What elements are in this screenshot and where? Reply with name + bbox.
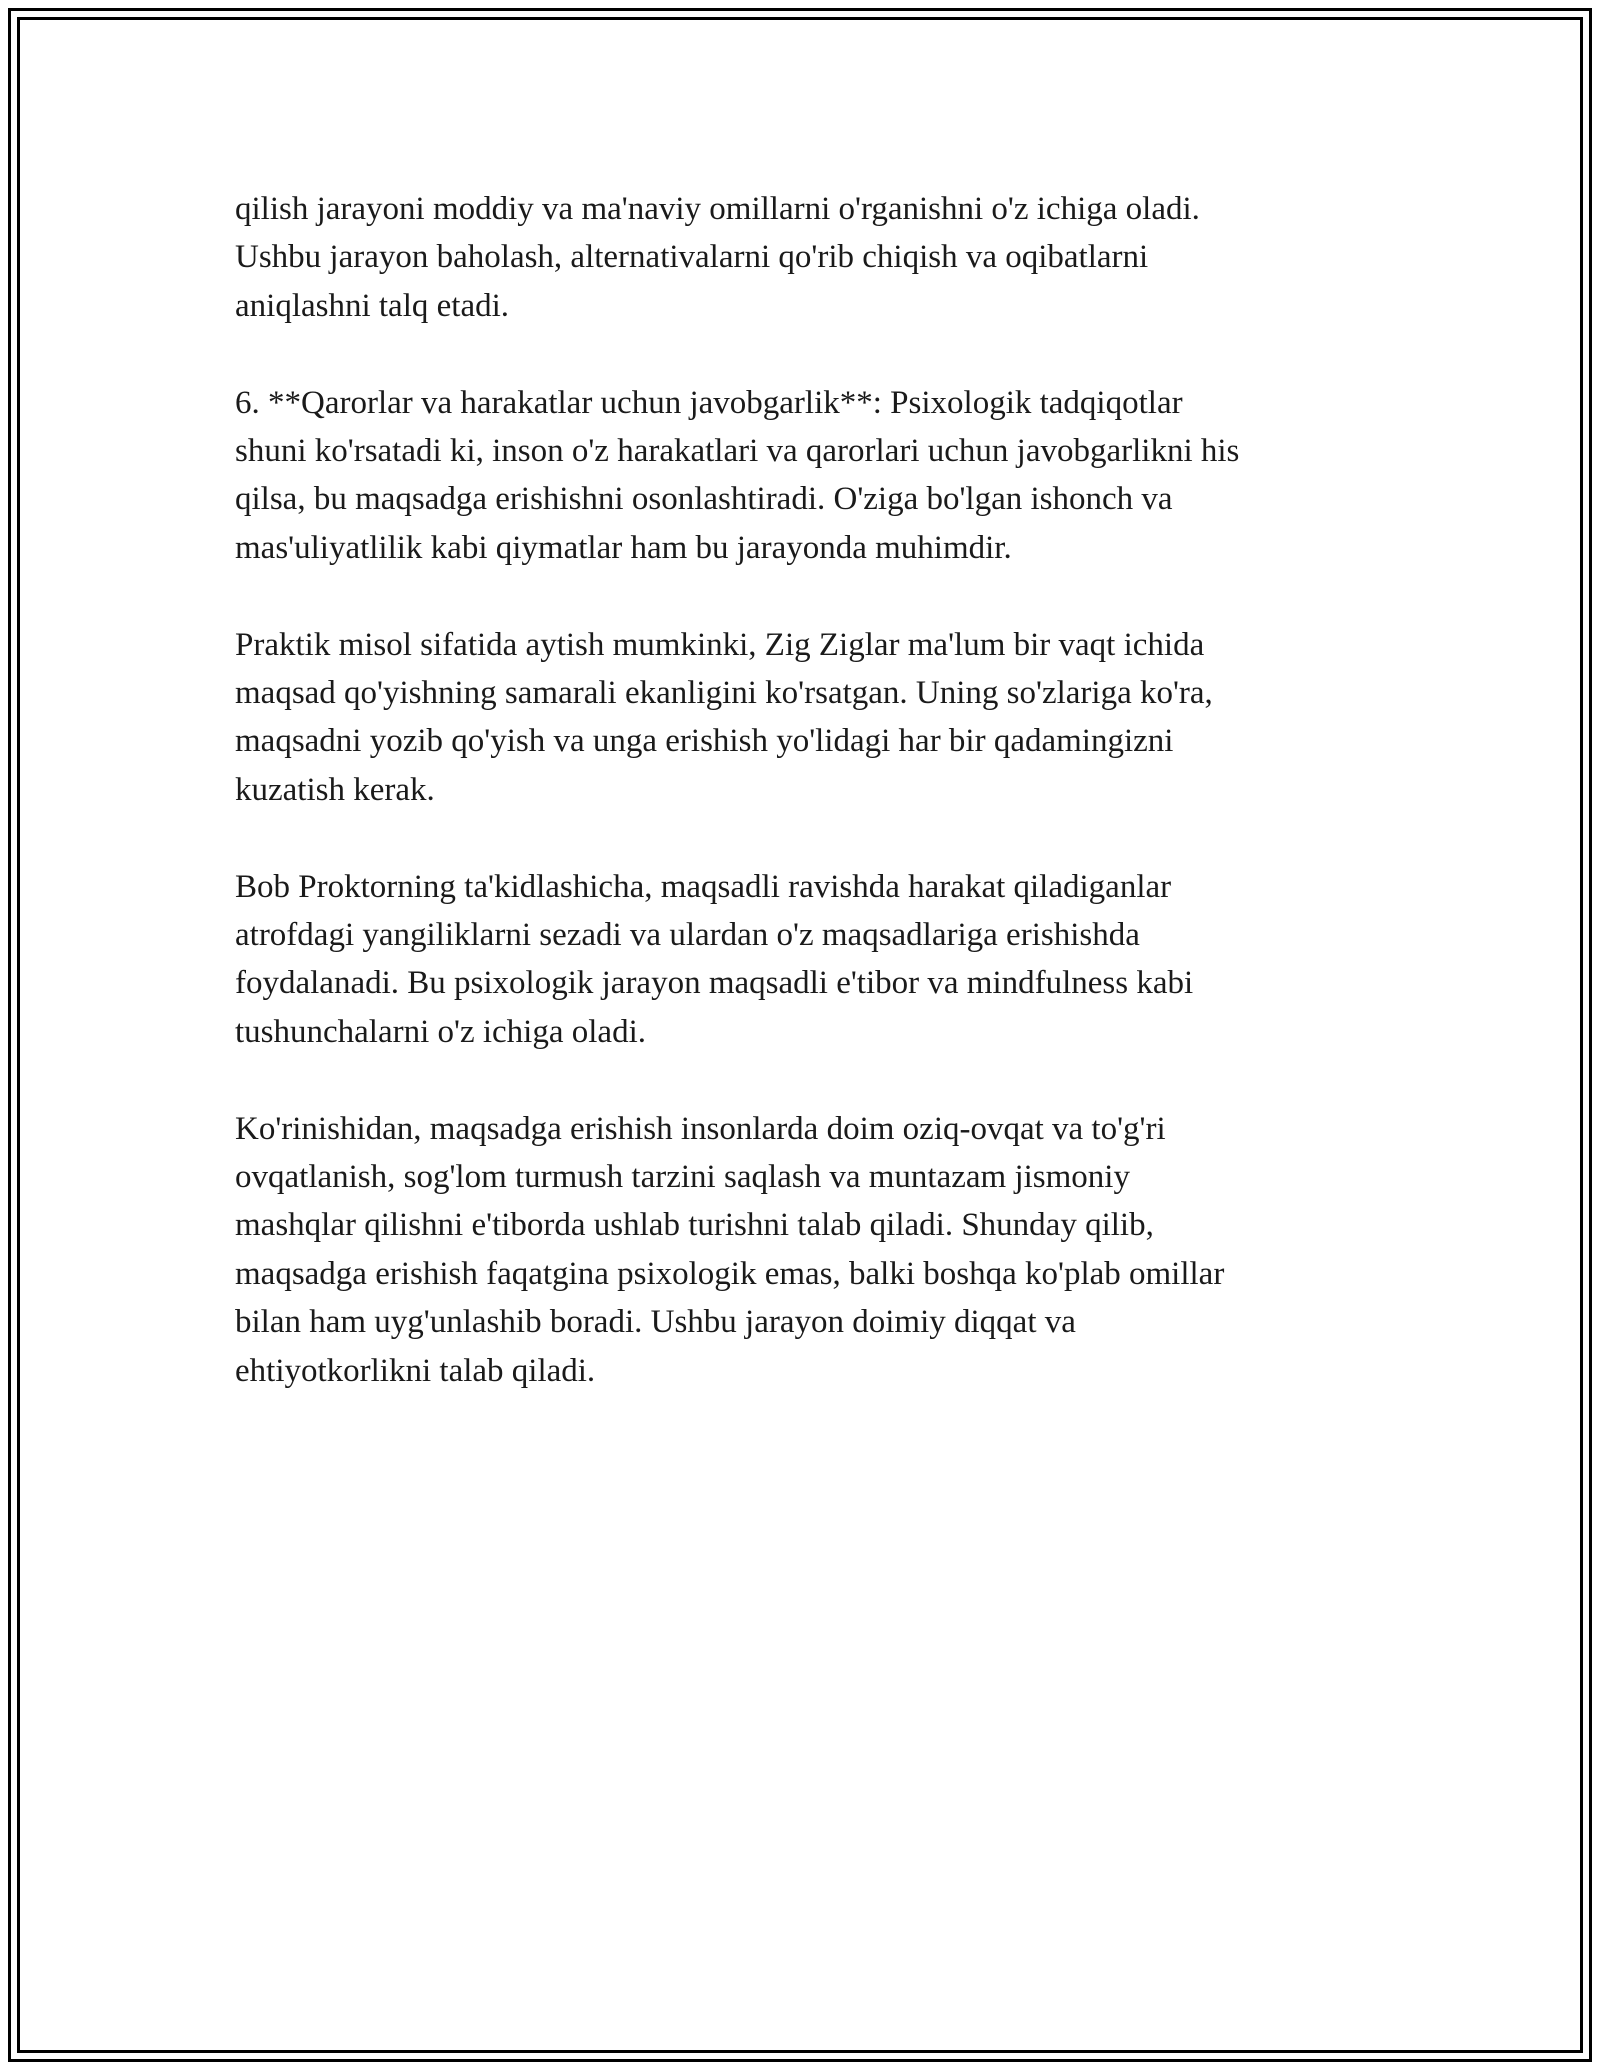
- paragraph-zig-ziglar: Praktik misol sifatida aytish mumkinki, Zig Ziglar ma'lum bir vaqt ichida maqsad qo'yishning samarali ekanligini ko'rsatgan. Uning so'zlariga ko'ra, maqsadni yozib qo'yish va unga erishish yo'lidagi har bir qadamingizni kuzatish kerak.: [235, 626, 1213, 808]
- paragraph-responsibility: 6. **Qarorlar va harakatlar uchun javobgarlik**: Psixologik tadqiqotlar shuni ko'rsatadi ki, inson o'z harakatlari va qarorlari uchun javobgarlikni his qilsa, bu maqsadga erishishni osonlashtiradi. O'ziga bo'lgan ishonch va mas'uliyatlilik kabi qiymatlar ham bu jarayonda muhimdir.: [235, 384, 1240, 566]
- paragraph-bob-proctor: Bob Proktorning ta'kidlashicha, maqsadli ravishda harakat qiladiganlar atrofdagi yangiliklarni sezadi va ulardan o'z maqsadlariga erishishda foydalanadi. Bu psixologik jarayon maqsadli e'tibor va mindfulness kabi tushunchalarni o'z ichiga oladi.: [235, 868, 1194, 1050]
- paragraph-decision-process: qilish jarayoni moddiy va ma'naviy omillarni o'rganishni o'z ichiga oladi. Ushbu jarayon baholash, alternativalarni qo'rib chiqish va oqibatlarni aniqlashni talq etadi.: [235, 191, 1200, 324]
- paragraph-healthy-lifestyle: Ko'rinishidan, maqsadga erishish insonlarda doim oziq-ovqat va to'g'ri ovqatlanish, sog'lom turmush tarzini saqlash va muntazam jismoniy mashqlar qilishni e'tiborda ushlab turishni talab qiladi. Shunday qilib, maqsadga erishish faqatgina psixologik emas, balki boshqa ko'plab omillar bilan ham uyg'unlashib boradi. Ushbu jarayon doimiy diqqat va ehtiyotkorlikni talab qiladi.: [235, 1110, 1225, 1389]
- document-body: [235, 185, 1415, 1395]
